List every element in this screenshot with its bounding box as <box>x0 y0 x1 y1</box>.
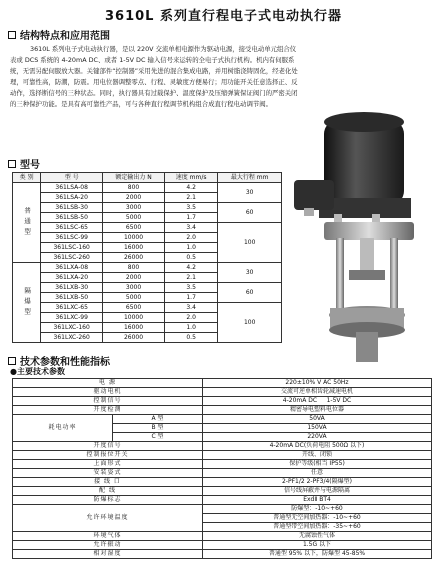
spec-row-gas: 环境气体 无腐蚀性气体 <box>13 532 432 541</box>
model-table-row <box>13 203 282 213</box>
model-table-cell: 1.7 <box>164 213 217 223</box>
model-table-header-cell: 型 号 <box>41 173 103 183</box>
model-table-cell: 361LXC-160 <box>41 323 103 333</box>
model-table-cell: 361LSB-50 <box>41 213 103 223</box>
spec-row-mounting: 安装姿式 任意 <box>13 469 432 478</box>
model-group-label: 普通型 <box>13 183 41 263</box>
model-table-cell: 3.4 <box>164 223 217 233</box>
model-table-cell: 361LSC-65 <box>41 223 103 233</box>
actuator-photo <box>294 110 444 365</box>
model-table-cell: 361LSB-30 <box>41 203 103 213</box>
spec-row-power: 电 源 220±10% V AC 50Hz <box>13 379 432 388</box>
model-table-row <box>13 283 282 293</box>
model-table-header <box>13 173 282 183</box>
model-table-cell: 6500 <box>103 303 165 313</box>
model-table-row <box>13 183 282 193</box>
spec-row-temperature-c: 普通型带空间加热器：-35~+60 <box>13 523 432 532</box>
spec-row-output: 开度信号 4-20mA DC(负荷电阻 500Ω 以下) <box>13 442 432 451</box>
model-group-label: 隔爆型 <box>13 263 41 343</box>
model-stroke-cell: 100 <box>218 303 282 343</box>
model-table-cell: 16000 <box>103 323 165 333</box>
model-table-cell: 1.7 <box>164 293 217 303</box>
model-stroke-cell: 60 <box>218 203 282 223</box>
spec-row-wiring: 配 线 信号线屏蔽并与电源隔离 <box>13 487 432 496</box>
spec-row-explosion-mark: 防爆标志 ExdⅡ BT4 <box>13 496 432 505</box>
model-table-cell: 361LXA-20 <box>41 273 103 283</box>
model-table-cell: 16000 <box>103 243 165 253</box>
model-table-cell: 3.5 <box>164 203 217 213</box>
model-table-cell: 361LXB-30 <box>41 283 103 293</box>
section-label: 结构特点和应用范围 <box>20 31 110 42</box>
model-table-cell: 361LXC-260 <box>41 333 103 343</box>
model-table-cell: 10000 <box>103 233 165 243</box>
model-table-header-cell: 速度 mm/s <box>164 173 217 183</box>
spec-row-vibration: 允许振动 1.5G 以下 <box>13 541 432 550</box>
model-table-cell: 2000 <box>103 193 165 203</box>
model-table-header-cell: 类 别 <box>13 173 41 183</box>
spec-table <box>12 378 432 559</box>
model-table-cell: 361LSC-260 <box>41 253 103 263</box>
model-table-cell: 2.1 <box>164 193 217 203</box>
spec-row-consumption-a: 耗电功率 A 型 50VA <box>13 415 432 424</box>
model-table-cell: 26000 <box>103 253 165 263</box>
spec-row-humidity: 相对湿度 普通型 95% 以下，防爆型 45-85% <box>13 550 432 559</box>
model-table-cell: 5000 <box>103 213 165 223</box>
model-table-row <box>13 263 282 273</box>
checkbox-square-icon <box>8 31 16 39</box>
model-table-cell: 2.0 <box>164 233 217 243</box>
model-table-cell: 10000 <box>103 313 165 323</box>
model-table-cell: 2.0 <box>164 313 217 323</box>
model-table-cell: 1.0 <box>164 243 217 253</box>
model-stroke-cell: 30 <box>218 183 282 203</box>
model-table-cell: 4.2 <box>164 263 217 273</box>
model-table-cell: 4.2 <box>164 183 217 193</box>
model-table-cell: 800 <box>103 263 165 273</box>
model-table-cell: 361LSC-160 <box>41 243 103 253</box>
model-stroke-cell: 60 <box>218 283 282 303</box>
model-table-cell: 3000 <box>103 283 165 293</box>
model-table-cell: 361LSA-20 <box>41 193 103 203</box>
section-label: 型号 <box>20 160 40 171</box>
spec-row-position: 开度检测 精密导电塑料电位器 <box>13 406 432 415</box>
model-table-cell: 0.5 <box>164 333 217 343</box>
model-table <box>12 172 282 343</box>
spec-row-temperature-b: 普通型无空间加热器：-10~+60 <box>13 514 432 523</box>
model-table-header-cell: 额定输出力 N <box>103 173 165 183</box>
model-table-cell: 361LXB-50 <box>41 293 103 303</box>
model-table-cell: 3000 <box>103 203 165 213</box>
spec-row-enclosure: 上面形式 保护等级(相当 IP55) <box>13 460 432 469</box>
model-table-cell: 26000 <box>103 333 165 343</box>
section-heading-model <box>8 156 40 171</box>
model-table-row <box>13 223 282 233</box>
model-table-row <box>13 303 282 313</box>
spec-row-motor: 驱动电机 交流可逆单相齿轮减速电机 <box>13 388 432 397</box>
page-title: 3610L 系列直行程电子式电动执行器 <box>105 9 342 24</box>
model-table-cell: 361LXA-08 <box>41 263 103 273</box>
model-table-cell: 361LSA-08 <box>41 183 103 193</box>
model-table-cell: 2000 <box>103 273 165 283</box>
sub-heading-main-specs: ●主要技术参数 <box>10 367 65 376</box>
spec-row-switch: 控制报位开关 开线、闭锁 <box>13 451 432 460</box>
checkbox-square-icon <box>8 357 16 365</box>
spec-row-temperature-a: 允许环境温度 防爆型：-10~+60 <box>13 505 432 514</box>
spec-row-conduit: 接 线 口 2-PF1/2 2-PF3/4(隔爆型) <box>13 478 432 487</box>
model-stroke-cell: 30 <box>218 263 282 283</box>
spec-row-consumption-c: C 型 220VA <box>13 433 432 442</box>
checkbox-square-icon <box>8 160 16 168</box>
model-table-cell: 361LXC-99 <box>41 313 103 323</box>
model-table-cell: 2.1 <box>164 273 217 283</box>
section-label: 技术参数和性能指标 <box>20 357 110 368</box>
model-table-cell: 5000 <box>103 293 165 303</box>
model-stroke-cell: 100 <box>218 223 282 263</box>
model-table-cell: 361LXC-65 <box>41 303 103 313</box>
model-table-cell: 1.0 <box>164 323 217 333</box>
model-table-cell: 800 <box>103 183 165 193</box>
spec-row-consumption-b: B 型 150VA <box>13 424 432 433</box>
model-table-header-cell: 最大行程 mm <box>218 173 282 183</box>
section-heading-structure <box>8 27 110 42</box>
spec-row-signal: 控制信号 4-20mA DC 1-5V DC <box>13 397 432 406</box>
model-table-cell: 361LSC-99 <box>41 233 103 243</box>
model-table-cell: 6500 <box>103 223 165 233</box>
model-table-cell: 0.5 <box>164 253 217 263</box>
model-table-cell: 3.4 <box>164 303 217 313</box>
intro-paragraph: 3610L 系列电子式电动执行器，是以 220V 交流单相电源作为驱动电源，接受电动单元组合仪表或 DCS 系统的 4-20mA DC、或者 1-5V DC 输入信号来运转的全电子式执行机构。机内有伺服系统，无需另配伺服放大器。关键部件“控制器”采用先进的混合集成电路，并用树脂浇铸固化，经老化处理，可靠性高，防潮，防震。用电位器调整零点、行程、灵敏度方便易行；用功能开关任意选择正、反动作，选择断信号的三种状态。同时，执行器具有过载保护、温度保护及压缩弹簧保证阀门的严密关闭的三种保护功能。是具有高可靠性产品，可与各种直行程调节机构组合成直行程电动调节阀。 <box>10 45 298 108</box>
model-table-cell: 3.5 <box>164 283 217 293</box>
